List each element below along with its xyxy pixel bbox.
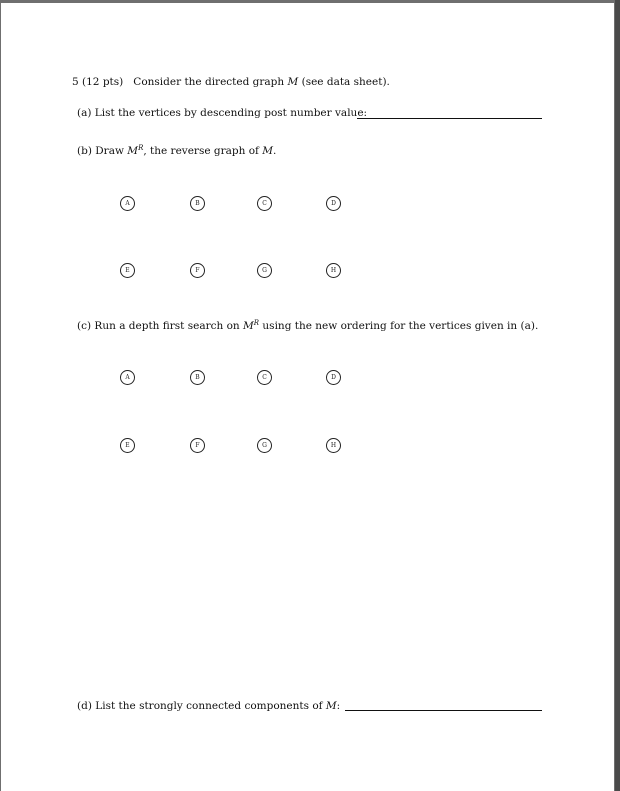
part-c-label: (c): [77, 320, 92, 332]
vertex-e: E: [120, 438, 135, 453]
vertex-c: C: [257, 196, 272, 211]
problem-points: (12 pts): [82, 76, 124, 88]
problem-intro-tail: (see data sheet).: [301, 76, 390, 88]
problem-number: 5: [72, 76, 79, 88]
viewer-scrollbar[interactable]: [615, 0, 620, 791]
vertex-b: B: [190, 370, 205, 385]
vertex-h: H: [326, 263, 341, 278]
vertex-b: B: [190, 196, 205, 211]
part-a-text: List the vertices by descending post number value:: [94, 107, 368, 119]
document-page: [1, 3, 614, 791]
graph-symbol: M: [262, 145, 274, 157]
vertex-e: E: [120, 263, 135, 278]
vertex-c: C: [257, 370, 272, 385]
vertex-g: G: [257, 438, 272, 453]
vertex-h: H: [326, 438, 341, 453]
vertex-f: F: [190, 263, 205, 278]
part-b-text-pre: Draw: [95, 145, 124, 157]
graph-symbol: M: [287, 76, 299, 88]
part-b-question: [77, 145, 276, 157]
problem-header: [72, 76, 390, 88]
colon: :: [336, 700, 341, 712]
part-c-text-pre: Run a depth first search on: [94, 320, 240, 332]
part-d-question: [77, 700, 340, 712]
vertex-d: D: [326, 370, 341, 385]
vertex-a: A: [120, 370, 135, 385]
part-d-label: (d): [77, 700, 92, 712]
period: .: [273, 145, 277, 157]
graph-symbol: M: [325, 700, 337, 712]
graph-symbol: M: [127, 145, 139, 157]
part-a-answer-line[interactable]: [357, 118, 542, 119]
part-c-text-post: using the new ordering for the vertices given in (a).: [262, 320, 539, 332]
part-d-text: List the strongly connected components of: [95, 700, 323, 712]
part-b-text-post: , the reverse graph of: [143, 145, 259, 157]
part-b-label: (b): [77, 145, 92, 157]
graph-symbol: M: [243, 320, 254, 332]
problem-intro: Consider the directed graph: [133, 76, 285, 88]
part-a-question: [77, 107, 367, 119]
part-a-label: (a): [77, 107, 92, 119]
vertex-a: A: [120, 196, 135, 211]
vertex-f: F: [190, 438, 205, 453]
vertex-g: G: [257, 263, 272, 278]
vertex-d: D: [326, 196, 341, 211]
part-d-answer-line[interactable]: [345, 710, 542, 711]
reverse-superscript: R: [138, 144, 144, 152]
part-c-question: [77, 320, 538, 332]
reverse-superscript: R: [253, 319, 260, 327]
